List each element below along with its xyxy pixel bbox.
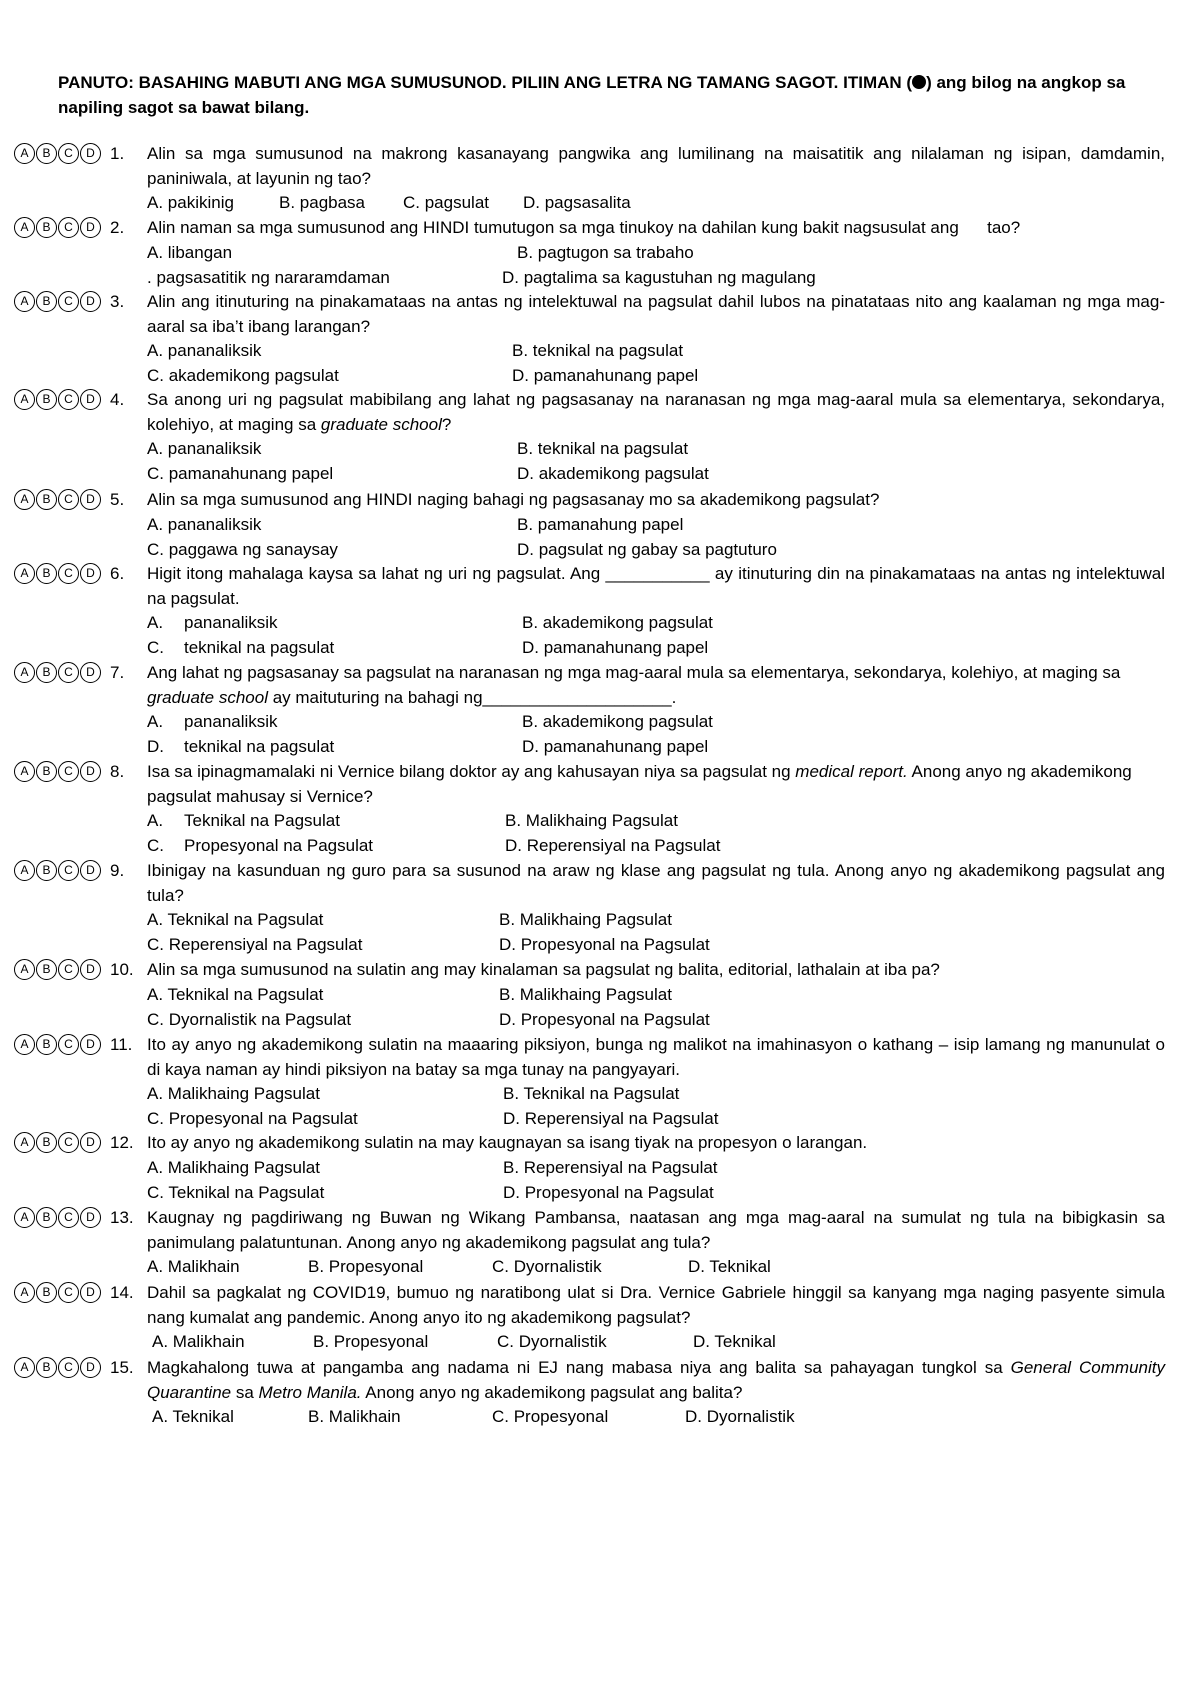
answer-bubbles xyxy=(14,1207,101,1228)
bubble-a[interactable]: A xyxy=(14,761,35,782)
bubble-b[interactable]: B xyxy=(36,143,57,164)
option-c: C. akademikong pagsulat xyxy=(147,365,339,385)
bubble-b[interactable]: B xyxy=(36,860,57,881)
options xyxy=(147,191,1165,216)
bubble-b[interactable]: B xyxy=(36,1132,57,1153)
bubble-a[interactable]: A xyxy=(14,389,35,410)
question-stem xyxy=(147,388,1165,437)
instructions-text-1: PANUTO: BASAHING MABUTI ANG MGA SUMUSUNOD. PILIIN ANG LETRA NG TAMANG SAGOT. ITIMAN ( xyxy=(58,73,913,92)
option-c: C. Propesyonal na Pagsulat xyxy=(147,1108,358,1128)
bubble-a[interactable]: A xyxy=(14,1132,35,1153)
question-number: 5. xyxy=(110,490,125,509)
option-b: B. pagbasa xyxy=(279,193,366,212)
bubble-d[interactable]: D xyxy=(80,761,101,782)
bubble-d[interactable]: D xyxy=(80,291,101,312)
option-b: B. pagtugon sa trabaho xyxy=(517,243,694,262)
stem-italic-2: Metro Manila. xyxy=(258,1382,362,1402)
option-b: B. Reperensiyal na Pagsulat xyxy=(503,1158,718,1177)
answer-bubbles xyxy=(14,143,101,164)
question-number: 6. xyxy=(110,564,125,583)
options xyxy=(147,710,1165,759)
bubble-d[interactable]: D xyxy=(80,1034,101,1055)
bubble-c[interactable]: C xyxy=(58,1132,79,1153)
option-a: A. pananaliksik xyxy=(147,439,262,458)
option-d: D. Propesyonal na Pagsulat xyxy=(499,934,710,954)
question-stem: Higit itong mahalaga kaysa sa lahat ng uri ng pagsulat. Ang ___________ ay itinuturing din na pinakamataas na antas ng intelektuwal na pagsulat. xyxy=(147,564,1165,608)
bubble-a[interactable]: A xyxy=(14,959,35,980)
question-stem: Alin sa mga sumusunod na sulatin ang may kinalaman sa pagsulat ng balita, editorial, lathalain at iba pa? xyxy=(147,960,940,979)
filled-circle-icon xyxy=(912,75,926,89)
answer-bubbles xyxy=(14,563,101,584)
bubble-a[interactable]: A xyxy=(14,662,35,683)
option-a-letter: A. xyxy=(147,811,164,830)
stem-italic: graduate school xyxy=(320,414,442,434)
answer-bubbles xyxy=(14,389,101,410)
answer-bubbles xyxy=(14,1357,101,1378)
answer-bubbles xyxy=(14,291,101,312)
option-a: A. Teknikal na Pagsulat xyxy=(147,985,324,1004)
question-number: 11. xyxy=(110,1035,133,1054)
question-stem: Alin naman sa mga sumusunod ang HINDI tumutugon sa mga tinukoy na dahilan kung bakit nagsusulat ang tao? xyxy=(147,218,1021,237)
option-a: A. Malikhain xyxy=(147,1257,240,1276)
option-b: B. Malikhaing Pagsulat xyxy=(499,910,672,929)
option-d: D. Dyornalistik xyxy=(685,1407,795,1426)
bubble-a[interactable]: A xyxy=(14,1207,35,1228)
question-number: 15. xyxy=(110,1358,134,1377)
question-number: 3. xyxy=(110,292,125,311)
bubble-d[interactable]: D xyxy=(80,662,101,683)
options xyxy=(147,1082,1165,1131)
option-d: D. akademikong pagsulat xyxy=(517,463,709,483)
question-stem: Ibinigay na kasunduan ng guro para sa susunod na araw ng klase ang pagsulat ng tula. Anong anyo ng akademikong pagsulat ang tula? xyxy=(147,861,1165,905)
stem-text-end: Anong anyo ng akademikong pagsulat ang balita? xyxy=(361,1382,743,1402)
option-a-letter: A. xyxy=(147,712,164,731)
question-number: 2. xyxy=(110,218,125,237)
bubble-c[interactable]: C xyxy=(58,563,79,584)
option-a: Teknikal na Pagsulat xyxy=(184,811,340,830)
bubble-d[interactable]: D xyxy=(80,1357,101,1378)
bubble-b[interactable]: B xyxy=(36,563,57,584)
question-number: 9. xyxy=(110,861,125,880)
question-number: 13. xyxy=(110,1208,134,1227)
bubble-d[interactable]: D xyxy=(80,860,101,881)
bubble-b[interactable]: B xyxy=(36,959,57,980)
instructions xyxy=(58,70,1168,120)
bubble-c[interactable]: C xyxy=(58,1357,79,1378)
question-number: 7. xyxy=(110,663,125,682)
option-b: B. akademikong pagsulat xyxy=(522,613,713,632)
option-b: B. teknikal na pagsulat xyxy=(517,439,689,458)
option-a: A. Malikhain xyxy=(152,1332,245,1351)
question-stem xyxy=(147,1356,1165,1405)
option-d: D. Teknikal xyxy=(688,1257,771,1276)
bubble-b[interactable]: B xyxy=(36,1207,57,1228)
options xyxy=(147,1156,1165,1205)
option-a: A. libangan xyxy=(147,243,233,262)
question-number: 12. xyxy=(110,1133,134,1152)
bubble-c[interactable]: C xyxy=(58,761,79,782)
option-d: D. pagtalima sa kagustuhan ng magulang xyxy=(502,267,816,287)
option-c-letter: C. xyxy=(147,835,164,855)
bubble-d[interactable]: D xyxy=(80,1132,101,1153)
question-number: 4. xyxy=(110,390,125,409)
option-b: B. Malikhaing Pagsulat xyxy=(505,811,678,830)
bubble-a[interactable]: A xyxy=(14,143,35,164)
answer-bubbles xyxy=(14,959,101,980)
bubble-d[interactable]: D xyxy=(80,389,101,410)
bubble-b[interactable]: B xyxy=(36,662,57,683)
option-c: C. Propesyonal xyxy=(492,1407,609,1426)
option-c: Propesyonal na Pagsulat xyxy=(184,835,374,855)
question-number: 8. xyxy=(110,762,125,781)
option-c: C. Teknikal na Pagsulat xyxy=(147,1182,325,1202)
stem-italic: General Community Quarantine xyxy=(147,1358,1165,1402)
stem-italic: graduate school xyxy=(147,687,268,707)
bubble-c[interactable]: C xyxy=(58,959,79,980)
bubble-b[interactable]: B xyxy=(36,489,57,510)
option-d: D. Teknikal xyxy=(693,1332,776,1351)
option-d: D. pagsulat ng gabay sa pagtuturo xyxy=(517,539,777,559)
bubble-c[interactable]: C xyxy=(58,389,79,410)
answer-bubbles xyxy=(14,1132,101,1153)
stem-text-end: Anong anyo ng akademikong pagsulat mahusay si Vernice? xyxy=(147,762,1132,806)
option-b: B. akademikong pagsulat xyxy=(522,712,713,731)
question-stem xyxy=(147,760,1165,809)
option-c: C. pagsulat xyxy=(403,193,489,212)
option-d: D. pamanahunang papel xyxy=(522,736,709,756)
option-a: A. Malikhaing Pagsulat xyxy=(147,1084,320,1103)
option-c-letter: C. xyxy=(147,637,164,657)
stem-text: Ang lahat ng pagsasanay sa pagsulat na naranasan ng mga mag-aaral mula sa elementarya, sekondarya, kolehiyo, at maging sa xyxy=(147,663,1121,682)
option-a-letter: A. xyxy=(147,613,164,632)
option-c: teknikal na pagsulat xyxy=(184,736,335,756)
bubble-d[interactable]: D xyxy=(80,489,101,510)
bubble-c[interactable]: C xyxy=(58,1282,79,1303)
bubble-a[interactable]: A xyxy=(14,1034,35,1055)
stem-text-end: ? xyxy=(441,414,452,434)
answer-bubbles xyxy=(14,1034,101,1055)
option-a: A. Teknikal na Pagsulat xyxy=(147,910,324,929)
bubble-a[interactable]: A xyxy=(14,1357,35,1378)
option-c: C. Reperensiyal na Pagsulat xyxy=(147,934,363,954)
bubble-a[interactable]: A xyxy=(14,860,35,881)
option-c-letter: D. xyxy=(147,736,164,756)
bubble-c[interactable]: C xyxy=(58,291,79,312)
option-c: . pagsasatitik ng nararamdaman xyxy=(147,267,390,287)
stem-text: Magkahalong tuwa at pangamba ang nadama ni EJ nang mabasa niya ang balita sa pahayagan tungkol sa xyxy=(147,1358,1011,1377)
bubble-a[interactable]: A xyxy=(14,291,35,312)
question-stem: Ito ay anyo ng akademikong sulatin na maaaring piksiyon, bunga ng malikot na imahinasyon o kathang – isip lamang ng manunulat o di kaya naman ay hindi piksiyon na batay sa mga tunay na pangyayari. xyxy=(147,1035,1165,1079)
bubble-d[interactable]: D xyxy=(80,217,101,238)
option-d: D. pamanahunang papel xyxy=(522,637,709,657)
bubble-b[interactable]: B xyxy=(36,1034,57,1055)
question-stem: Kaugnay ng pagdiriwang ng Buwan ng Wikang Pambansa, naatasan ang mga mag-aaral na sumulat ng tula na bibigkasin sa panimulang palatuntunan. Anong anyo ng akademikong pagsulat ang tula? xyxy=(147,1208,1165,1252)
option-b: B. pamanahung papel xyxy=(517,515,684,534)
bubble-a[interactable]: A xyxy=(14,1282,35,1303)
question-number: 1. xyxy=(110,144,125,163)
stem-text-mid: sa xyxy=(231,1382,259,1402)
bubble-d[interactable]: D xyxy=(80,1282,101,1303)
question-stem: Dahil sa pagkalat ng COVID19, bumuo ng naratibong ulat si Dra. Vernice Gabriele hinggil sa kanyang mga naging pasyente simula nang kumalat ang pandemic. Anong anyo ito ng akademikong pagsulat? xyxy=(147,1283,1165,1327)
option-a: A. Teknikal xyxy=(152,1407,234,1426)
option-a: A. pananaliksik xyxy=(147,515,262,534)
stem-text-end: ay maituturing na bahagi ng____________________. xyxy=(267,687,677,707)
option-b: B. Malikhain xyxy=(308,1407,401,1426)
question-stem: Alin ang itinuturing na pinakamataas na antas ng intelektuwal na pagsulat dahil lubos na pinatataas nito ang kaalaman ng mga mag-aaral sa iba’t ibang larangan? xyxy=(147,292,1165,336)
option-a: pananaliksik xyxy=(184,613,278,632)
options xyxy=(147,513,1165,562)
question-number: 14. xyxy=(110,1283,134,1302)
question-stem: Ito ay anyo ng akademikong sulatin na may kaugnayan sa isang tiyak na propesyon o larangan. xyxy=(147,1133,868,1152)
bubble-b[interactable]: B xyxy=(36,761,57,782)
bubble-b[interactable]: B xyxy=(36,1357,57,1378)
options xyxy=(147,241,1165,290)
option-a: A. pananaliksik xyxy=(147,341,262,360)
option-c: C. Dyornalistik xyxy=(492,1257,602,1276)
bubble-a[interactable]: A xyxy=(14,563,35,584)
option-a: A. Malikhaing Pagsulat xyxy=(147,1158,320,1177)
option-c: C. Dyornalistik xyxy=(497,1332,607,1351)
option-d: D. pamanahunang papel xyxy=(512,365,699,385)
question-number: 10. xyxy=(110,960,134,979)
bubble-c[interactable]: C xyxy=(58,1034,79,1055)
option-d: D. Reperensiyal na Pagsulat xyxy=(503,1108,719,1128)
bubble-b[interactable]: B xyxy=(36,1282,57,1303)
stem-text: Sa anong uri ng pagsulat mabibilang ang lahat ng pagsasanay na naranasan ng mga mag-aaral mula sa elementarya, sekondarya, kolehiyo, at maging sa xyxy=(147,390,1165,434)
option-d: D. Propesyonal na Pagsulat xyxy=(499,1009,710,1029)
bubble-d[interactable]: D xyxy=(80,1207,101,1228)
options xyxy=(147,1255,1165,1280)
bubble-d[interactable]: D xyxy=(80,563,101,584)
option-c: C. pamanahunang papel xyxy=(147,463,334,483)
option-c: C. paggawa ng sanaysay xyxy=(147,539,338,559)
bubble-b[interactable]: B xyxy=(36,217,57,238)
question-stem: Alin sa mga sumusunod ang HINDI naging bahagi ng pagsasanay mo sa akademikong pagsulat? xyxy=(147,490,880,509)
option-c: teknikal na pagsulat xyxy=(184,637,335,657)
answer-bubbles xyxy=(14,662,101,683)
option-b: B. teknikal na pagsulat xyxy=(512,341,684,360)
bubble-c[interactable]: C xyxy=(58,217,79,238)
option-d: D. Propesyonal na Pagsulat xyxy=(503,1182,714,1202)
option-b: B. Malikhaing Pagsulat xyxy=(499,985,672,1004)
bubble-a[interactable]: A xyxy=(14,217,35,238)
stem-italic: medical report. xyxy=(795,762,908,781)
options xyxy=(147,983,1165,1032)
bubble-d[interactable]: D xyxy=(80,143,101,164)
question-stem: Alin sa mga sumusunod na makrong kasanayang pangwika ang lumilinang na maisatitik ang nilalaman ng isipan, damdamin, paniniwala, at layunin ng tao? xyxy=(147,144,1165,188)
instructions-text-2: ) ang bilog na angkop sa napiling sagot sa bawat bilang. xyxy=(58,73,1126,117)
option-b: B. Propesyonal xyxy=(313,1332,429,1351)
answer-bubbles xyxy=(14,860,101,881)
stem-text: Isa sa ipinagmamalaki ni Vernice bilang doktor ay ang kahusayan niya sa pagsulat ng xyxy=(147,762,796,781)
option-d: D. Reperensiyal na Pagsulat xyxy=(505,835,721,855)
bubble-c[interactable]: C xyxy=(58,860,79,881)
options xyxy=(147,1330,1165,1355)
answer-bubbles xyxy=(14,761,101,782)
option-c: C. Dyornalistik na Pagsulat xyxy=(147,1009,352,1029)
question-stem xyxy=(147,661,1165,710)
options xyxy=(147,908,1165,957)
option-a: A. pakikinig xyxy=(147,193,234,212)
options xyxy=(147,611,1165,660)
bubble-a[interactable]: A xyxy=(14,489,35,510)
answer-bubbles xyxy=(14,1282,101,1303)
bubble-c[interactable]: C xyxy=(58,143,79,164)
bubble-c[interactable]: C xyxy=(58,489,79,510)
options xyxy=(147,809,1165,858)
option-d: D. pagsasalita xyxy=(523,193,631,212)
option-b: B. Propesyonal xyxy=(308,1257,424,1276)
bubble-c[interactable]: C xyxy=(58,1207,79,1228)
option-b: B. Teknikal na Pagsulat xyxy=(503,1084,680,1103)
options xyxy=(147,1405,1165,1430)
options xyxy=(147,437,1165,486)
answer-bubbles xyxy=(14,217,101,238)
option-a: pananaliksik xyxy=(184,712,278,731)
options xyxy=(147,339,1165,388)
bubble-d[interactable]: D xyxy=(80,959,101,980)
bubble-b[interactable]: B xyxy=(36,389,57,410)
bubble-b[interactable]: B xyxy=(36,291,57,312)
answer-bubbles xyxy=(14,489,101,510)
bubble-c[interactable]: C xyxy=(58,662,79,683)
